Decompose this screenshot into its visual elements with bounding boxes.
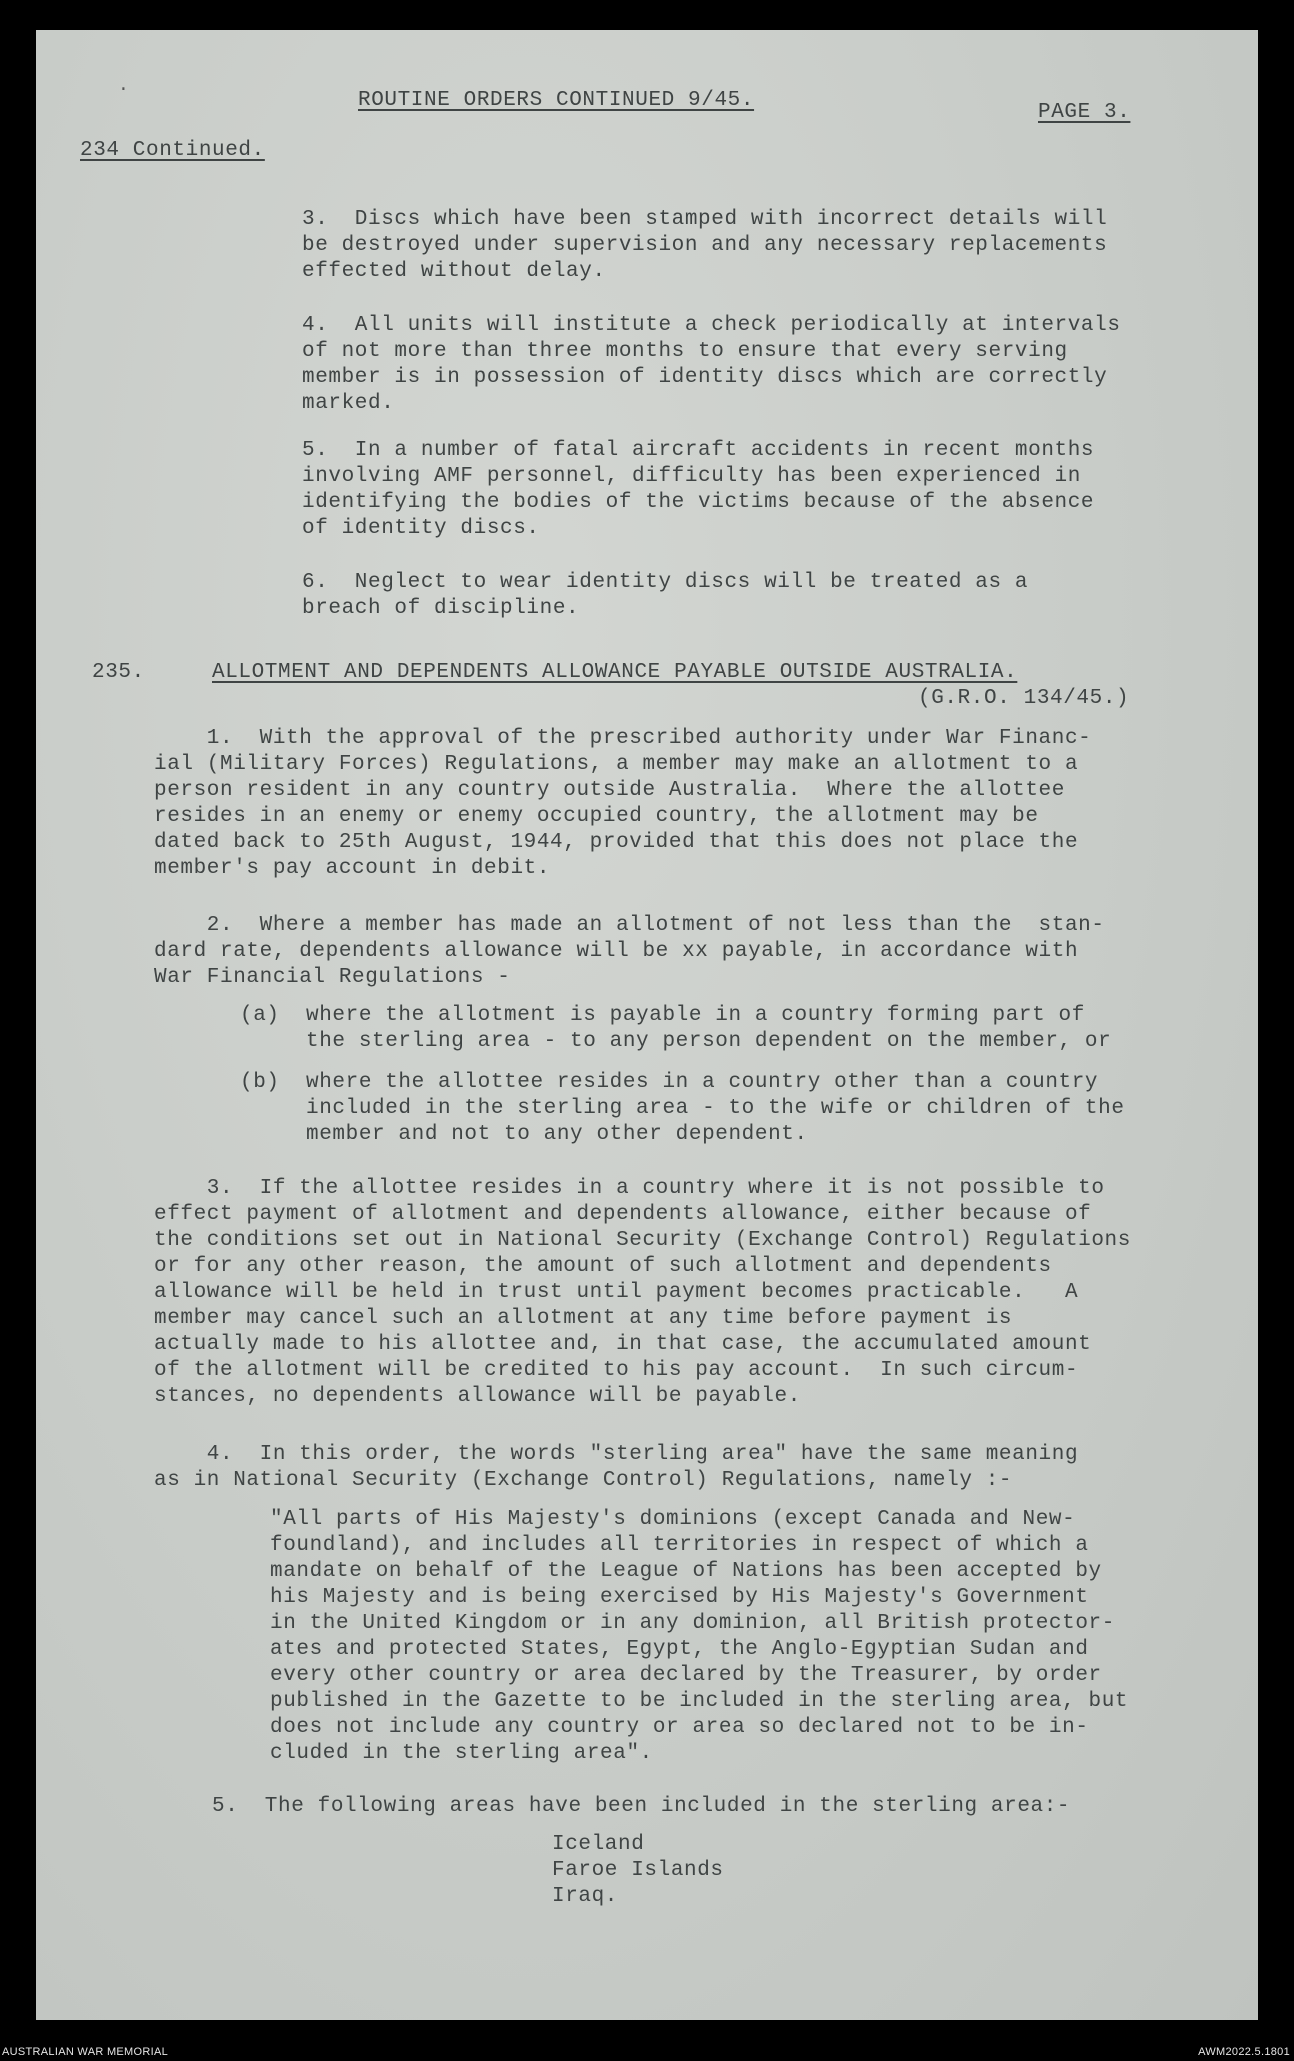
footer-accession-number: AWM2022.5.1801 [1198,2046,1290,2058]
page-number: PAGE 3. [1038,101,1131,124]
list-item: Faroe Islands [552,1859,724,1882]
page-title: ROUTINE ORDERS CONTINUED 9/45. [358,89,755,112]
section-number: 235. [92,661,145,684]
section-reference: (G.R.O. 134/45.) [918,687,1130,710]
list-item: Iceland [552,1833,645,1856]
list-item: Iraq. [552,1885,619,1908]
section-heading: ALLOTMENT AND DEPENDENTS ALLOWANCE PAYABLE OUTSIDE AUSTRALIA. [212,661,1018,684]
ink-mark: · [118,80,129,100]
continued-label: 234 Continued. [80,139,265,162]
para-235-5: 5. The following areas have been included in the sterling area:- [212,1795,1071,1818]
footer-institution: AUSTRALIAN WAR MEMORIAL [2,2046,169,2058]
document-page: · ROUTINE ORDERS CONTINUED 9/45. PAGE 3. 234 Continued. 3. Discs which have been stamped with incorrect details will be destroyed under supervision and any necessary replacements effected without delay. 4. All units will institute a check periodically at intervals of not more than three months to ensure that every serving member is in possession of identity discs which are correctly marked. 5. In a number of fatal aircraft accidents in recent months involving AMF personnel, difficulty has been experienced in identifying the bodies of the victims because of the absence of identity discs. 6. Neglect to wear identity discs will be treated as a breach of discipline. 235. ALLOTMENT AND DEPENDENTS ALLOWANCE PAYABLE OUTSIDE AUSTRALIA. (G.R.O. 134/45.) 1. With the approval of the prescribed authority under War Financ- ial (Military Forces) Regulations, a member may make an allotment to a person resident in any country outside Australia. Where the allottee resides in an enemy or enemy occupied country, the allotment may be dated back to 25th August, 1944, provided that this does not place the member's pay account in debit. 2. Where a member has made an allotment of not less than the stan- dard rate, dependents allowance will be xx payable, in accordance with War Financial Regulations - (a) where the allotment is payable in a country forming part of the sterling area - to any person dependent on the member, or (b) where the allottee resides in a country other than a country included in the sterling area - to the wife or children of the member and not to any other dependent. 3. If the allottee resides in a country where it is not possible to effect payment of allotment and dependents allowance, either because of the conditions set out in National Security (Exchange Control) Regulations or for any other reason, the amount of such allotment and dependents allowance will be held in trust until payment becomes practicable. A member may cancel such an allotment at any time before payment is actually made to his allottee and, in that case, the accumulated amount of the allotment will be credited to his pay account. In such circum- stances, no dependents allowance will be payable. 4. In this order, the words "sterling area" have the same meaning as in National Security (Exchange Control) Regulations, namely :- "All parts of His Majesty's dominions (except Canada and New- foundland), and includes all territories in respect of which a mandate on behalf of the League of Nations has been accepted by his Majesty and is being exercised by His Majesty's Government in the United Kingdom or in any dominion, all British protector- ates and protected States, Egypt, the Anglo-Egyptian Sudan and every other country or area declared by the Treasurer, by order published in the Gazette to be included in the sterling area, but does not include any country or area so declared not to be in- cluded in the sterling area". 5. The following areas have been included in the sterling area:- Iceland Faroe Islands Iraq. [36,30,1258,2020]
